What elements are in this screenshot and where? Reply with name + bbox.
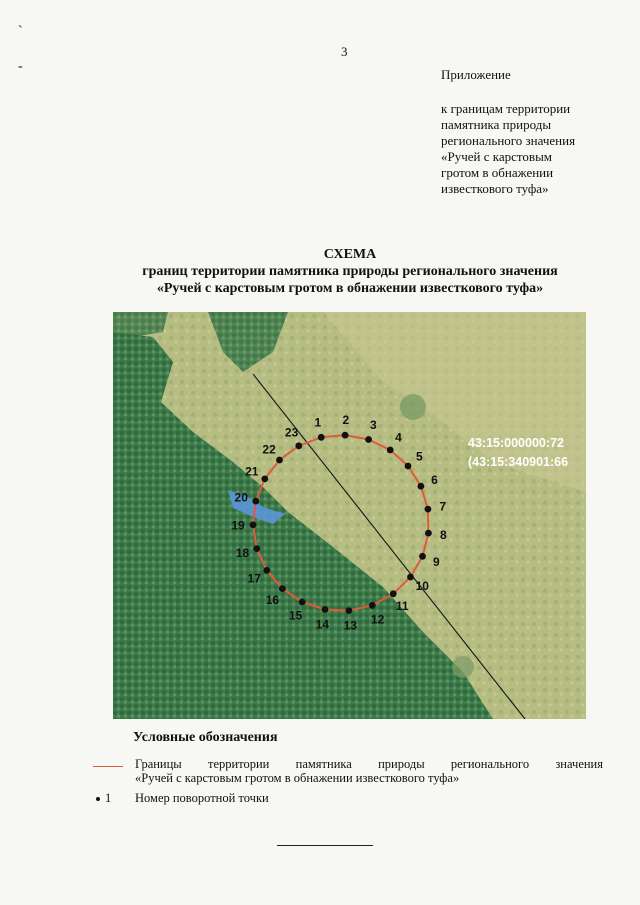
turning-point-label: 12 <box>370 612 385 627</box>
annex-line: регионального значения <box>441 133 576 148</box>
annex-line: памятника природы <box>441 117 552 132</box>
turning-point-label: 13 <box>343 618 357 633</box>
turning-point-label: 23 <box>284 425 299 440</box>
turning-point-marker <box>276 457 283 464</box>
turning-point-marker <box>261 476 268 483</box>
turning-point-label: 9 <box>433 554 440 569</box>
satellite-map <box>113 312 586 719</box>
turning-point-label: 2 <box>342 413 350 428</box>
legend-point-text: Номер поворотной точки <box>135 791 269 805</box>
turning-point-label: 16 <box>265 592 280 607</box>
annex-line: к границам территории <box>441 101 571 116</box>
cadastral-number-label: 43:15:000000:72 <box>468 436 564 450</box>
turning-point-marker <box>425 530 432 537</box>
turning-point-marker <box>369 602 376 609</box>
turning-point-label: 22 <box>262 442 276 457</box>
turning-point-marker <box>252 498 259 505</box>
scan-mark: - <box>18 59 23 74</box>
turning-point-label: 4 <box>395 430 402 445</box>
turning-point-marker <box>250 522 257 529</box>
tree-patch <box>400 394 426 420</box>
scan-mark: ` <box>18 24 23 39</box>
annex-title: Приложение <box>441 67 511 82</box>
turning-point-marker <box>419 553 426 560</box>
turning-point-label: 10 <box>415 579 429 594</box>
turning-point-label: 11 <box>395 598 409 613</box>
map-canvas <box>113 312 586 719</box>
turning-point-label: 18 <box>235 546 250 560</box>
turning-point-label: 17 <box>247 571 261 586</box>
heading-object-name: «Ручей с карстовым гротом в обнажении известкового туфа» <box>156 281 544 296</box>
turning-point-label: 14 <box>315 617 329 632</box>
turning-point-label: 19 <box>231 518 245 533</box>
turning-point-marker <box>263 567 270 574</box>
turning-point-label: 1 <box>314 415 322 430</box>
footer-rule <box>277 845 373 846</box>
turning-point-label: 15 <box>288 608 303 623</box>
page-number: 3 <box>341 44 348 59</box>
turning-point-marker <box>295 442 302 449</box>
legend-boundary-text-line1: Границы территории памятника природы регионального значения <box>135 757 603 771</box>
turning-point-marker <box>322 606 329 613</box>
turning-point-label: 6 <box>431 472 438 487</box>
document-heading <box>110 246 590 297</box>
legend-boundary-text-line2: «Ручей с карстовым гротом в обнажении известкового туфа» <box>135 771 460 785</box>
annex-line: гротом в обнажении <box>441 165 554 180</box>
annex-line: «Ручей с карстовым <box>441 149 553 164</box>
turning-point-label: 20 <box>234 490 248 505</box>
heading-title: СХЕМА <box>323 247 377 262</box>
annex-block <box>441 67 621 197</box>
turning-point-marker <box>405 463 412 470</box>
legend-title: Условные обозначения <box>133 730 278 745</box>
turning-point-marker <box>365 436 372 443</box>
legend-boundary-line-sample <box>93 766 123 767</box>
turning-point-marker <box>425 506 432 513</box>
turning-point-marker <box>387 447 394 454</box>
turning-point-marker <box>407 574 414 581</box>
turning-point-marker <box>390 590 397 597</box>
legend-point-dot <box>96 797 100 801</box>
heading-subtitle: границ территории памятника природы регионального значения <box>142 264 558 279</box>
turning-point-marker <box>279 585 286 592</box>
turning-point-marker <box>253 545 260 552</box>
turning-point-marker <box>299 599 306 606</box>
legend-boundary-text <box>135 757 603 785</box>
turning-point-label: 21 <box>245 464 259 479</box>
turning-point-marker <box>318 434 325 441</box>
turning-point-label: 7 <box>439 499 447 514</box>
tree-patch <box>452 656 474 678</box>
turning-point-label: 8 <box>439 527 447 542</box>
turning-point-marker <box>346 607 353 614</box>
turning-point-marker <box>342 432 349 439</box>
turning-point-label: 3 <box>369 418 377 433</box>
turning-point-label: 5 <box>416 449 423 464</box>
annex-line: известкового туфа» <box>441 181 549 196</box>
cadastral-number-label-2: (43:15:340901:66 <box>468 455 569 469</box>
legend-point-number: 1 <box>105 791 112 805</box>
turning-point-marker <box>418 483 425 490</box>
legend-point-item <box>96 791 269 806</box>
